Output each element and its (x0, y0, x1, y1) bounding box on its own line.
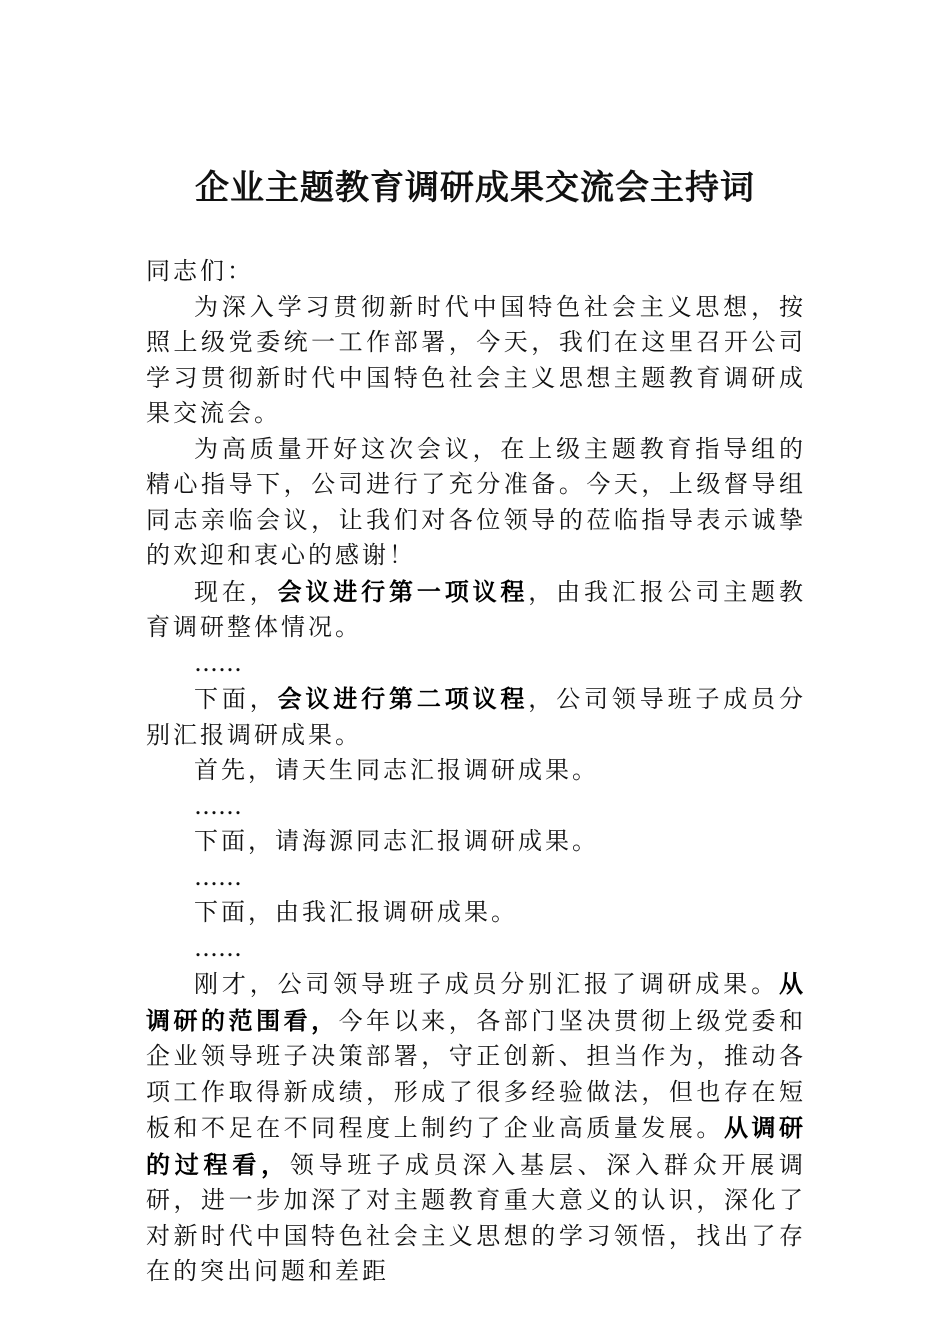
paragraph-6: 下面，请海源同志汇报调研成果。 (194, 827, 599, 855)
paragraph-3-lead: 现在， (194, 577, 278, 606)
ellipsis-1: …… (194, 648, 242, 677)
paragraph-7: 下面，由我汇报调研成果。 (194, 898, 518, 926)
document-title: 企业主题教育调研成果交流会主持词 (195, 168, 755, 208)
paragraph-2: 为高质量开好这次会议，在上级主题教育指导组的精心指导下，公司进行了充分准备。今天，上级督导组同志亲临会议，让我们对各位领导的莅临指导表示诚挚的欢迎和衷心的感谢！ (146, 434, 806, 569)
paragraph-8-lead: 刚才，公司领导班子成员分别汇报了调研成果。 (194, 970, 779, 998)
document-body (146, 254, 806, 1290)
paragraph-8-scope-text: 今年以来，各部门坚决贯彻上级党委和企业领导班子决策部署，守正创新、担当作为，推动各项工作取得新成绩，形成了很多经验做法，但也存在短板和不足在不同程度上制约了企业高质量发展。 (146, 1006, 807, 1142)
ellipsis-3: …… (194, 862, 242, 891)
paragraph-8-process-text: 领导班子成员深入基层、深入群众开展调研，进一步加深了对主题教育重大意义的认识，深化了对新时代中国特色社会主义思想的学习领悟，找出了存在的突出问题和差距 (146, 1150, 807, 1285)
paragraph-3 (146, 574, 806, 646)
salutation: 同志们： (146, 257, 254, 285)
paragraph-8 (146, 966, 806, 1290)
paragraph-3-rest: ，由我汇报公司主题教育调研整体情况。 (146, 577, 807, 641)
paragraph-1: 为深入学习贯彻新时代中国特色社会主义思想，按照上级党委统一工作部署，今天，我们在这里召开公司学习贯彻新时代中国特色社会主义思想主题教育调研成果交流会。 (146, 292, 806, 427)
paragraph-5: 首先，请天生同志汇报调研成果。 (194, 756, 599, 784)
scope-heading: 从调研的范围看， (146, 969, 806, 1035)
process-heading: 从调研的过程看， (146, 1113, 807, 1179)
paragraph-4 (146, 681, 806, 753)
agenda-item-2: 会议进行第二项议程 (277, 684, 529, 713)
paragraph-4-lead: 下面， (194, 685, 278, 713)
ellipsis-2: …… (194, 791, 242, 820)
paragraph-4-rest: ，公司领导班子成员分别汇报调研成果。 (146, 685, 807, 749)
agenda-item-1: 会议进行第一项议程 (277, 576, 529, 606)
ellipsis-4: …… (194, 933, 242, 962)
